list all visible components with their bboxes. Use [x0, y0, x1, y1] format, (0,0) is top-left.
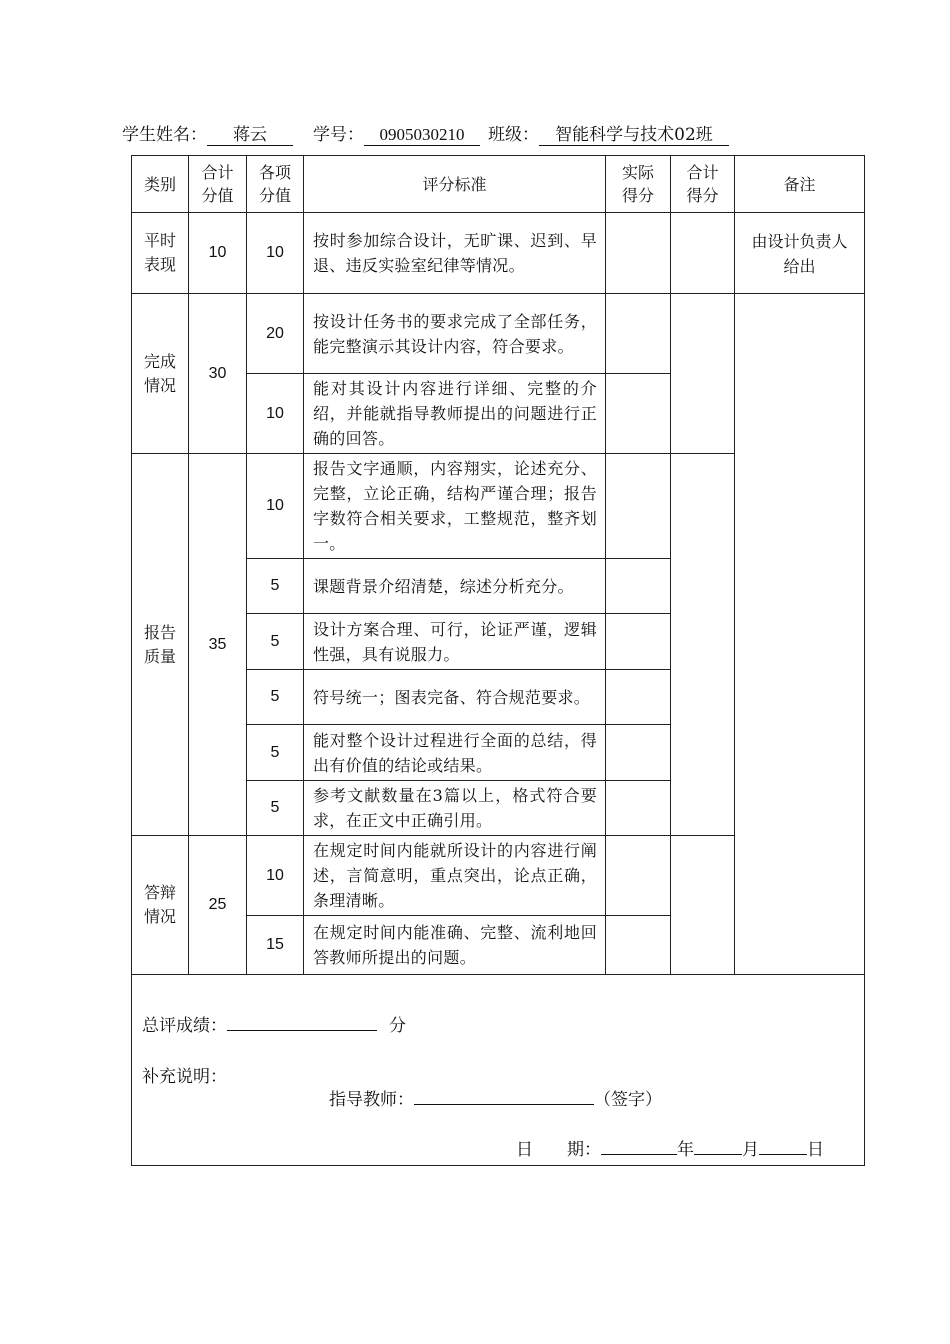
header-item-value-text: 各项 分值 — [258, 163, 291, 205]
summary-cell — [132, 975, 865, 1166]
item-points: 20 — [247, 294, 304, 374]
group-score-cell[interactable] — [671, 836, 735, 975]
category-label: 答辩 情况 — [143, 883, 176, 926]
criteria-text: 按时参加综合设计，无旷课、迟到、早退、违反实验室纪律等情况。 — [304, 213, 606, 294]
table-header-row — [132, 156, 865, 213]
category-label: 报告 质量 — [143, 622, 176, 666]
criteria-text: 能对其设计内容进行详细、完整的介绍，并能就指导教师提出的问题进行正确的回答。 — [304, 374, 606, 454]
header-criteria: 评分标准 — [304, 156, 606, 213]
category-cell — [132, 294, 189, 454]
item-points: 5 — [247, 781, 304, 836]
advisor-signature-blank[interactable] — [414, 1086, 594, 1105]
day-blank[interactable] — [759, 1136, 807, 1155]
criteria-text: 报告文字通顺，内容翔实，论述充分、完整，立论正确，结构严谨合理；报告字数符合相关要求，工整规范，整齐划一。 — [304, 454, 606, 559]
group-total-value: 35 — [189, 454, 247, 836]
total-score-label: 总评成绩： — [142, 1016, 227, 1036]
category-label: 完成 情况 — [143, 351, 176, 395]
criteria-text: 能对整个设计过程进行全面的总结，得出有价值的结论或结果。 — [304, 725, 606, 781]
item-points: 10 — [247, 374, 304, 454]
criteria-text: 课题背景介绍清楚，综述分析充分。 — [304, 559, 606, 614]
actual-score-cell[interactable] — [606, 725, 671, 781]
date-label: 日 期： — [516, 1140, 601, 1160]
advisor-label: 指导教师： — [329, 1090, 414, 1110]
actual-score-cell[interactable] — [606, 670, 671, 725]
total-score-unit: 分 — [389, 1016, 406, 1036]
group-total-value: 25 — [189, 836, 247, 975]
remarks-empty-cell — [735, 294, 865, 975]
item-points: 5 — [247, 725, 304, 781]
year-blank[interactable] — [601, 1136, 677, 1155]
remarks-note: 由设计负责人给出 — [735, 213, 865, 294]
total-score-line — [142, 1011, 406, 1036]
student-info-line — [122, 120, 729, 146]
group-score-cell[interactable] — [671, 454, 735, 836]
student-name-label: 学生姓名： — [122, 125, 207, 145]
class-value: 智能科学与技术02班 — [539, 125, 729, 146]
actual-score-cell[interactable] — [606, 781, 671, 836]
criteria-text: 参考文献数量在3篇以上，格式符合要求，在正文中正确引用。 — [304, 781, 606, 836]
total-score-blank[interactable] — [227, 1012, 377, 1031]
criteria-text: 在规定时间内能准确、完整、流利地回答教师所提出的问题。 — [304, 916, 606, 975]
group-score-cell[interactable] — [671, 294, 735, 454]
actual-score-cell[interactable] — [606, 559, 671, 614]
month-label: 月 — [742, 1140, 759, 1160]
criteria-text: 设计方案合理、可行，论证严谨，逻辑性强，具有说服力。 — [304, 614, 606, 670]
item-points: 10 — [247, 836, 304, 916]
category-cell — [132, 836, 189, 975]
item-points: 10 — [247, 213, 304, 294]
group-score-cell[interactable] — [671, 213, 735, 294]
header-actual-score-text: 实际 得分 — [621, 163, 654, 205]
student-id-value: 0905030210 — [364, 125, 480, 146]
item-points: 5 — [247, 559, 304, 614]
header-remarks: 备注 — [735, 156, 865, 213]
header-total-value-text: 合计 分值 — [201, 163, 234, 205]
actual-score-cell[interactable] — [606, 916, 671, 975]
item-points: 10 — [247, 454, 304, 559]
group-total-value: 10 — [189, 213, 247, 294]
category-cell — [132, 454, 189, 836]
year-label: 年 — [677, 1140, 694, 1160]
summary-row — [132, 975, 865, 1166]
student-id-label: 学号： — [313, 125, 364, 145]
actual-score-cell[interactable] — [606, 213, 671, 294]
table-row — [132, 294, 865, 374]
criteria-text: 在规定时间内能就所设计的内容进行阐述，言简意明，重点突出，论点正确，条理清晰。 — [304, 836, 606, 916]
supplement-label: 补充说明： — [142, 1067, 227, 1087]
item-points: 15 — [247, 916, 304, 975]
group-total-value: 30 — [189, 294, 247, 454]
header-category: 类别 — [132, 156, 189, 213]
category-label: 平时 表现 — [143, 231, 176, 274]
actual-score-cell[interactable] — [606, 294, 671, 374]
advisor-signature-line — [329, 1085, 662, 1110]
header-item-value — [247, 156, 304, 213]
actual-score-cell[interactable] — [606, 836, 671, 916]
month-blank[interactable] — [694, 1136, 742, 1155]
category-cell — [132, 213, 189, 294]
header-actual-score — [606, 156, 671, 213]
grading-table — [131, 155, 865, 1166]
actual-score-cell[interactable] — [606, 374, 671, 454]
header-total-score — [671, 156, 735, 213]
class-label: 班级： — [488, 125, 539, 145]
actual-score-cell[interactable] — [606, 454, 671, 559]
criteria-text: 符号统一；图表完备、符合规范要求。 — [304, 670, 606, 725]
item-points: 5 — [247, 614, 304, 670]
table-row — [132, 213, 865, 294]
header-total-value — [189, 156, 247, 213]
day-label: 日 — [807, 1140, 824, 1160]
date-line — [516, 1135, 824, 1160]
signature-note: （签字） — [594, 1090, 662, 1110]
criteria-text: 按设计任务书的要求完成了全部任务，能完整演示其设计内容，符合要求。 — [304, 294, 606, 374]
student-name-value: 蒋云 — [207, 125, 293, 146]
actual-score-cell[interactable] — [606, 614, 671, 670]
header-total-score-text: 合计 得分 — [686, 163, 719, 205]
item-points: 5 — [247, 670, 304, 725]
